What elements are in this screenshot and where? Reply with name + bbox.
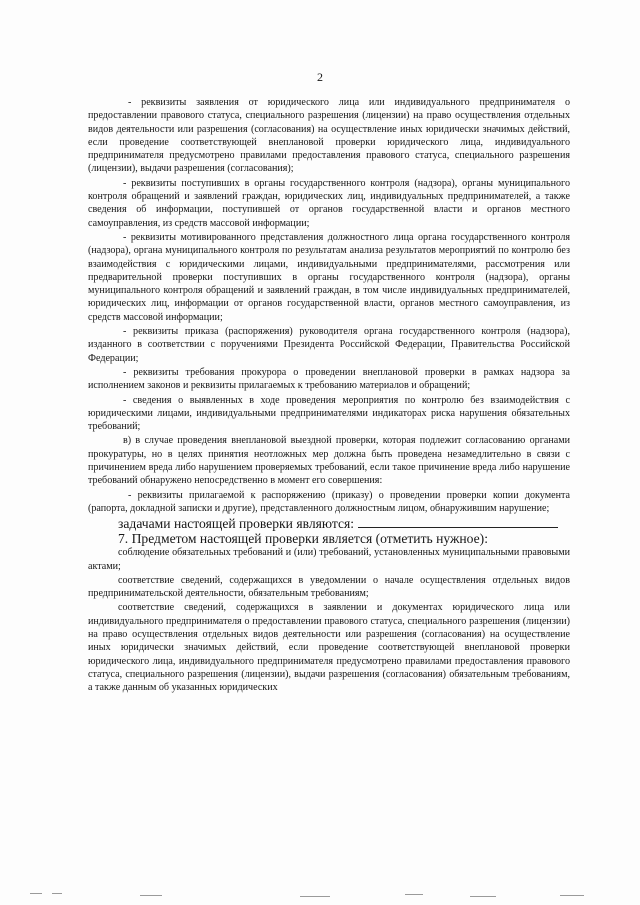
scan-artifact (405, 894, 423, 895)
paragraph-order-details: - реквизиты приказа (распоряжения) руководителя органа государственного контроля (надзора), изданного в соответствии с поручениями Президента Российской Федерации, Правительства Российской Федерации; (88, 326, 570, 364)
scan-artifact (140, 895, 162, 896)
scan-artifact (52, 893, 62, 894)
tasks-line (88, 516, 570, 531)
page-number: 2 (317, 70, 323, 84)
paragraph-application-details: - реквизиты заявления от юридического лица или индивидуального предпринимателя о предоставлении правового статуса, специального разрешения (лицензии) на право осуществления отдельных видов деятельности или разрешения (согласования) на осуществление иных юридически значимых действий, если проведение соответствующей внеплановой проверки юридического лица, индивидуального предпринимателя предусмотрено правилами предоставления правового статуса, специального разрешения (лицензии), выдачи разрешения (согласования); (88, 97, 570, 175)
paragraph-motivated-submission: - реквизиты мотивированного представления должностного лица органа государственного контроля (надзора), органа муниципального контроля по результатам анализа результатов мероприятий по контролю без взаимодействия с юридическими лицами, индивидуальными предпринимателями, рассмотрения или предварительной проверки поступивших в органы государственного контроля (надзора), органы муниципального контроля обращений и заявлений граждан, в том числе индивидуальных предпринимателей, юридических лиц, информации от органов государственной власти, органов местного самоуправления, из средств массовой информации; (88, 231, 570, 323)
section-7-heading: 7. Предметом настоящей проверки является (отметить нужное): (118, 531, 488, 547)
tasks-blank-field (358, 517, 558, 528)
paragraph-prosecutor-requirement: - реквизиты требования прокурора о проведении внеплановой проверки в рамках надзора за исполнением законов и реквизиты прилагаемых к требованию материалов и обращений; (88, 366, 570, 392)
item-compliance: соблюдение обязательных требований и (или) требований, установленных муниципальными правовыми актами; (88, 547, 570, 572)
paragraph-attached-document: - реквизиты прилагаемой к распоряжению (приказу) о проведении проверки копии документа (рапорта, докладной записки и другие), представленного должностным лицом, обнаружившим нарушение; (88, 489, 570, 514)
scan-artifact (300, 896, 330, 897)
scan-artifact (470, 896, 496, 897)
scan-artifact (30, 893, 42, 894)
item-notification-compliance: соответствие сведений, содержащихся в уведомлении о начале осуществления отдельных видов предпринимательской деятельности, обязательным требованиям; (88, 574, 570, 600)
paragraph-appeals-details: - реквизиты поступивших в органы государственного контроля (надзора), органы муниципального контроля обращений и заявлений граждан, юридических лиц, индивидуальных предпринимателей, а также сведения об информации, поступившей от органов государственной власти и органов местного самоуправления, из средств массовой информации; (88, 177, 570, 229)
paragraph-unscheduled-inspection: в) в случае проведения внеплановой выездной проверки, которая подлежит согласованию органами прокуратуры, но в целях принятия неотложных мер должна быть проведена незамедлительно в связи с причинением вреда либо нарушением проверяемых требований, если такое причинение вреда либо нарушение требований обнаружено непосредственно в момент его совершения: (88, 435, 570, 487)
scan-artifact (560, 895, 584, 896)
item-application-compliance: соответствие сведений, содержащихся в заявлении и документах юридического лица или индивидуального предпринимателя о предоставлении правового статуса, специального разрешения (лицензии) на право осуществления отдельных видов деятельности или разрешения (согласования) на осуществление иных юридически значимых действий, если проведение соответствующей внеплановой проверки юридического лица, индивидуального предпринимателя предусмотрено правилами предоставления правового статуса, специального разрешения (лицензии), выдачи разрешения (согласования) обязательным требованиям, а также данным об указанных юридических (88, 602, 570, 694)
tasks-label: задачами настоящей проверки являются: (118, 516, 355, 532)
paragraph-risk-indicators: - сведения о выявленных в ходе проведения мероприятия по контролю без взаимодействия с юридическими лицами, индивидуальными предпринимателями индикаторах риска нарушения обязательных требований; (88, 394, 570, 433)
document-body (88, 96, 570, 695)
